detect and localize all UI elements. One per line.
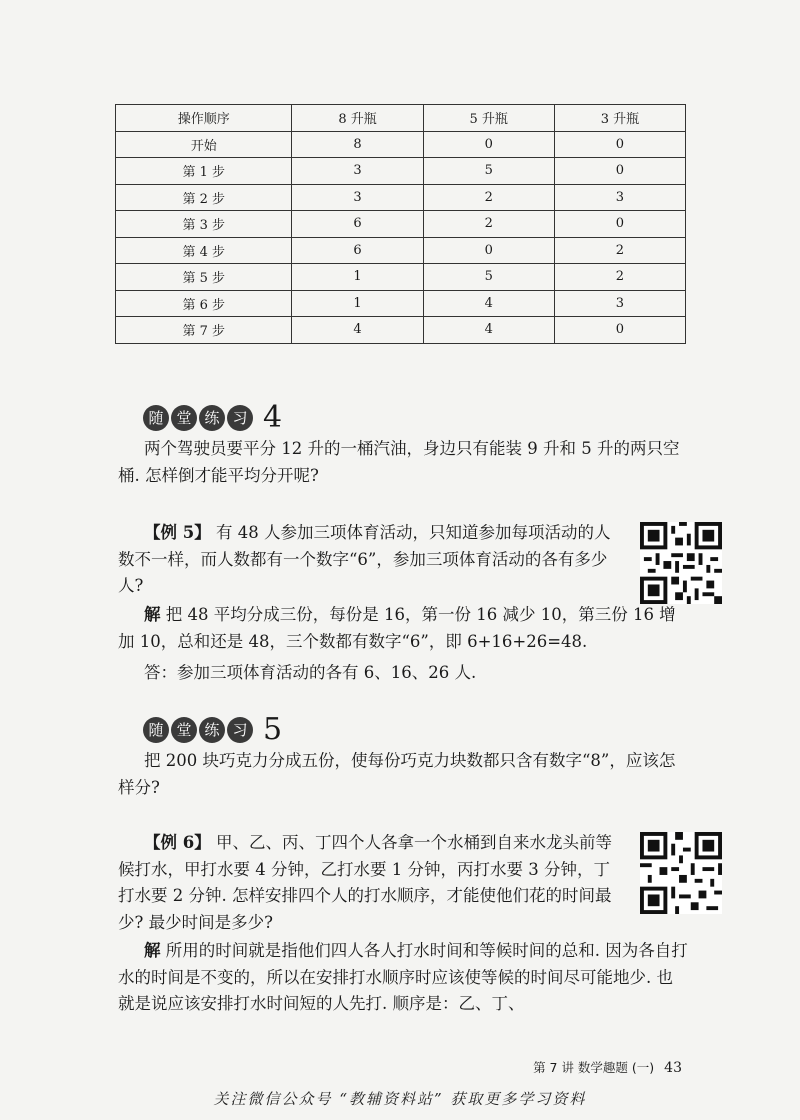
cell: 1 [292, 290, 423, 317]
practice-4-text: 两个驾驶员要平分 12 升的一桶汽油，身边只有能装 9 升和 5 升的两只空桶. 怎样倒才能平均分开呢? [118, 439, 680, 485]
example-question-text: 甲、乙、丙、丁四个人各拿一个水桶到自来水龙头前等候打水，甲打水要 4 分钟，乙打水要 1 分钟，丙打水要 3 分钟，丁打水要 2 分钟. 怎样安排四个人的打水顺序，才能使他们花的时间最少? 最少时间是多少? [118, 833, 612, 932]
water-pouring-table [115, 104, 686, 344]
practice-number: 4 [263, 400, 283, 435]
cell: 8 [292, 131, 423, 158]
qr-code-icon[interactable] [640, 522, 722, 604]
cell: 开始 [116, 131, 292, 158]
cell: 0 [554, 317, 685, 344]
cell: 6 [292, 211, 423, 238]
practice-char: 堂 [171, 717, 197, 743]
solution-text: 所用的时间就是指他们四人各人打水时间和等候时间的总和. 因为各自打水的时间是不变的，所以在安排打水顺序时应该使等候的时间尽可能地少. 也就是说应该安排打水时间短的人先打. 顺序是：乙、丁、 [118, 941, 688, 1013]
cell: 0 [554, 131, 685, 158]
example-6-question [118, 830, 618, 936]
example-tag: 【例 5】 [144, 523, 211, 542]
cell: 0 [423, 131, 554, 158]
chapter-title: 第 7 讲 数学趣题 (一) [533, 1060, 655, 1075]
example-5-answer: 答：参加三项体育活动的各有 6、16、26 人. [144, 663, 477, 682]
cell: 2 [423, 184, 554, 211]
practice-char: 练 [199, 717, 225, 743]
cell: 第 5 步 [116, 264, 292, 291]
cell: 第 6 步 [116, 290, 292, 317]
cell: 0 [554, 211, 685, 238]
watermark-text: 关注微信公众号 “教辅资料站” 获取更多学习资料 [213, 1090, 587, 1108]
col-header: 操作顺序 [116, 105, 292, 132]
practice-char: 习 [227, 717, 253, 743]
practice-5-heading [143, 712, 282, 747]
page-number: 43 [664, 1060, 682, 1076]
example-5-solution [118, 602, 688, 655]
cell: 5 [423, 158, 554, 185]
example-question-text: 有 48 人参加三项体育活动，只知道参加每项活动的人数不一样，而人数都有一个数字“6”，参加三项体育活动的各有多少人? [118, 523, 611, 595]
practice-char: 随 [143, 405, 169, 431]
cell: 0 [554, 158, 685, 185]
cell: 第 3 步 [116, 211, 292, 238]
table-row [116, 264, 686, 291]
col-header: 8 升瓶 [292, 105, 423, 132]
table-row [116, 290, 686, 317]
cell: 1 [292, 264, 423, 291]
example-5-question [118, 520, 618, 600]
solution-tag: 解 [144, 605, 161, 624]
table-header-row [116, 105, 686, 132]
example-6-solution [118, 938, 688, 1018]
solution-text: 把 48 平均分成三份，每份是 16，第一份 16 减少 10，第三份 16 增加 10，总和还是 48，三个数都有数字“6”，即 6+16+26=48. [118, 605, 676, 651]
cell: 3 [292, 184, 423, 211]
solution-tag: 解 [144, 941, 161, 960]
table-row [116, 237, 686, 264]
cell: 3 [292, 158, 423, 185]
cell: 3 [554, 184, 685, 211]
col-header: 5 升瓶 [423, 105, 554, 132]
practice-char: 随 [143, 717, 169, 743]
cell: 4 [423, 290, 554, 317]
col-header: 3 升瓶 [554, 105, 685, 132]
cell: 4 [423, 317, 554, 344]
table-row [116, 317, 686, 344]
cell: 4 [292, 317, 423, 344]
cell: 第 7 步 [116, 317, 292, 344]
cell: 0 [423, 237, 554, 264]
cell: 3 [554, 290, 685, 317]
cell: 6 [292, 237, 423, 264]
cell: 2 [554, 237, 685, 264]
practice-char: 堂 [171, 405, 197, 431]
table-row [116, 158, 686, 185]
practice-char: 习 [227, 405, 253, 431]
practice-char: 练 [199, 405, 225, 431]
table-row [116, 131, 686, 158]
cell: 第 2 步 [116, 184, 292, 211]
cell: 第 1 步 [116, 158, 292, 185]
cell: 2 [554, 264, 685, 291]
table-row [116, 184, 686, 211]
example-tag: 【例 6】 [144, 833, 211, 852]
cell: 5 [423, 264, 554, 291]
practice-4-heading [143, 400, 282, 435]
cell: 第 4 步 [116, 237, 292, 264]
qr-code-icon[interactable] [640, 832, 722, 914]
page-footer [533, 1058, 682, 1076]
practice-5-text: 把 200 块巧克力分成五份，使每份巧克力块数都只含有数字“8”，应该怎样分? [118, 751, 676, 797]
table-row [116, 211, 686, 238]
cell: 2 [423, 211, 554, 238]
practice-number: 5 [263, 712, 283, 747]
